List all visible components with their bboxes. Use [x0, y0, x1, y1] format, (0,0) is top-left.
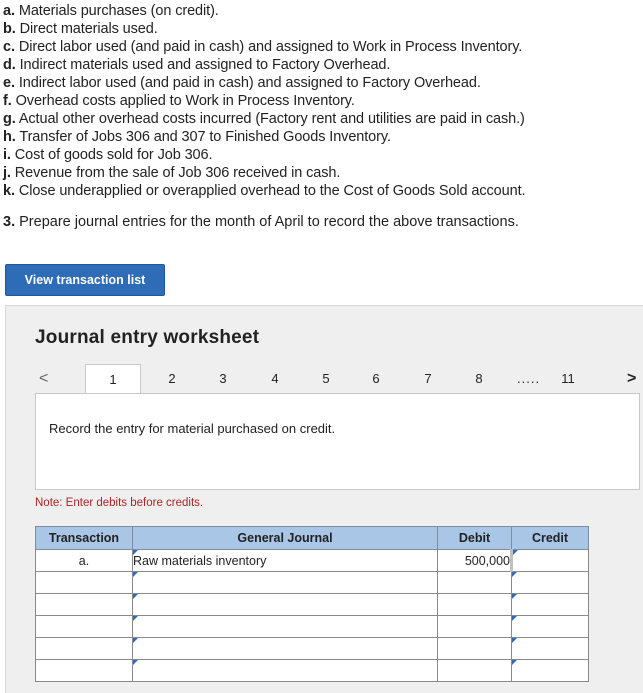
transaction-text: Overhead costs applied to Work in Process Inventory.	[15, 93, 355, 109]
account-dropdown[interactable]	[133, 572, 438, 594]
step-tab-6[interactable]: 6	[372, 371, 380, 386]
step-tab-4[interactable]: 4	[271, 371, 279, 386]
transaction-letter: e.	[3, 75, 15, 91]
credit-input[interactable]	[512, 550, 589, 572]
transaction-letter: b.	[3, 21, 16, 37]
transaction-item	[3, 92, 525, 110]
transaction-cell: a.	[36, 550, 133, 572]
step-tab-5[interactable]: 5	[322, 371, 330, 386]
header-debit: Debit	[438, 527, 512, 550]
table-row	[36, 550, 589, 572]
transaction-cell	[36, 616, 133, 638]
step-tab-2[interactable]: 2	[168, 371, 176, 386]
step-tab-7[interactable]: 7	[424, 371, 432, 386]
transaction-letter: d.	[3, 57, 16, 73]
transaction-item	[3, 128, 525, 146]
transaction-item	[3, 56, 525, 74]
transaction-letter: k.	[3, 183, 15, 199]
transaction-letter: i.	[3, 147, 11, 163]
transaction-list	[3, 2, 525, 200]
transaction-cell	[36, 594, 133, 616]
table-row	[36, 616, 589, 638]
transaction-item	[3, 2, 525, 20]
transaction-letter: f.	[3, 93, 12, 109]
step-tab-3[interactable]: 3	[219, 371, 227, 386]
step-ellipsis: .....	[517, 371, 541, 386]
transaction-item	[3, 164, 525, 182]
general-journal-table	[35, 526, 589, 682]
question-prompt	[3, 214, 519, 230]
debit-input[interactable]	[438, 638, 512, 660]
step-tab-8[interactable]: 8	[475, 371, 483, 386]
note-text: Note: Enter debits before credits.	[35, 497, 204, 509]
transaction-letter: c.	[3, 39, 15, 55]
debit-input[interactable]	[438, 594, 512, 616]
debit-input[interactable]	[438, 616, 512, 638]
transaction-item	[3, 20, 525, 38]
transaction-item	[3, 110, 525, 128]
transaction-text: Close underapplied or overapplied overhead to the Cost of Goods Sold account.	[18, 183, 526, 199]
chevron-left-icon[interactable]: <	[39, 370, 49, 387]
account-dropdown[interactable]	[133, 660, 438, 682]
debit-input[interactable]	[438, 550, 512, 572]
transaction-item	[3, 182, 525, 200]
credit-input[interactable]	[512, 660, 589, 682]
question-text: Prepare journal entries for the month of April to record the above transactions.	[19, 214, 519, 230]
transaction-text: Direct materials used.	[19, 21, 158, 37]
debit-value: 500,000	[464, 553, 510, 568]
header-general-journal: General Journal	[133, 527, 438, 550]
account-name: Raw materials inventory	[133, 553, 267, 568]
transaction-cell	[36, 638, 133, 660]
table-row	[36, 660, 589, 682]
transaction-text: Direct labor used (and paid in cash) and assigned to Work in Process Inventory.	[18, 39, 523, 55]
chevron-right-icon[interactable]: >	[627, 370, 637, 387]
transaction-item	[3, 74, 525, 92]
instruction-panel	[35, 393, 640, 490]
credit-input[interactable]	[512, 594, 589, 616]
transaction-text: Transfer of Jobs 306 and 307 to Finished Goods Inventory.	[19, 129, 391, 145]
transaction-text: Actual other overhead costs incurred (Factory rent and utilities are paid in cash.)	[18, 111, 525, 127]
transaction-cell	[36, 660, 133, 682]
transaction-text: Cost of goods sold for Job 306.	[14, 147, 213, 163]
table-row	[36, 594, 589, 616]
transaction-text: Indirect labor used (and paid in cash) and assigned to Factory Overhead.	[18, 75, 481, 91]
debit-input[interactable]	[438, 660, 512, 682]
transaction-item	[3, 146, 525, 164]
worksheet-title: Journal entry worksheet	[35, 327, 260, 348]
view-transaction-list-button[interactable]: View transaction list	[5, 264, 165, 296]
transaction-text: Materials purchases (on credit).	[18, 3, 219, 19]
account-dropdown[interactable]	[133, 594, 438, 616]
instruction-text: Record the entry for material purchased on credit.	[49, 421, 336, 436]
transaction-text: Revenue from the sale of Job 306 received in cash.	[14, 165, 341, 181]
credit-input[interactable]	[512, 638, 589, 660]
header-transaction: Transaction	[36, 527, 133, 550]
table-row	[36, 572, 589, 594]
journal-entry-worksheet	[5, 305, 643, 693]
question-number: 3.	[3, 214, 16, 230]
credit-input[interactable]	[512, 616, 589, 638]
header-credit: Credit	[512, 527, 589, 550]
transaction-cell	[36, 572, 133, 594]
transaction-letter: j.	[3, 165, 11, 181]
transaction-item	[3, 38, 525, 56]
table-header-row	[36, 527, 589, 550]
table-row	[36, 638, 589, 660]
account-dropdown[interactable]	[133, 638, 438, 660]
step-tab-1[interactable]: 1	[85, 364, 141, 395]
account-dropdown[interactable]	[133, 550, 438, 572]
transaction-letter: h.	[3, 129, 16, 145]
transaction-letter: a.	[3, 3, 15, 19]
transaction-text: Indirect materials used and assigned to Factory Overhead.	[19, 57, 391, 73]
debit-input[interactable]	[438, 572, 512, 594]
step-tab-11[interactable]: 11	[561, 371, 575, 386]
transaction-letter: g.	[3, 111, 16, 127]
credit-input[interactable]	[512, 572, 589, 594]
account-dropdown[interactable]	[133, 616, 438, 638]
